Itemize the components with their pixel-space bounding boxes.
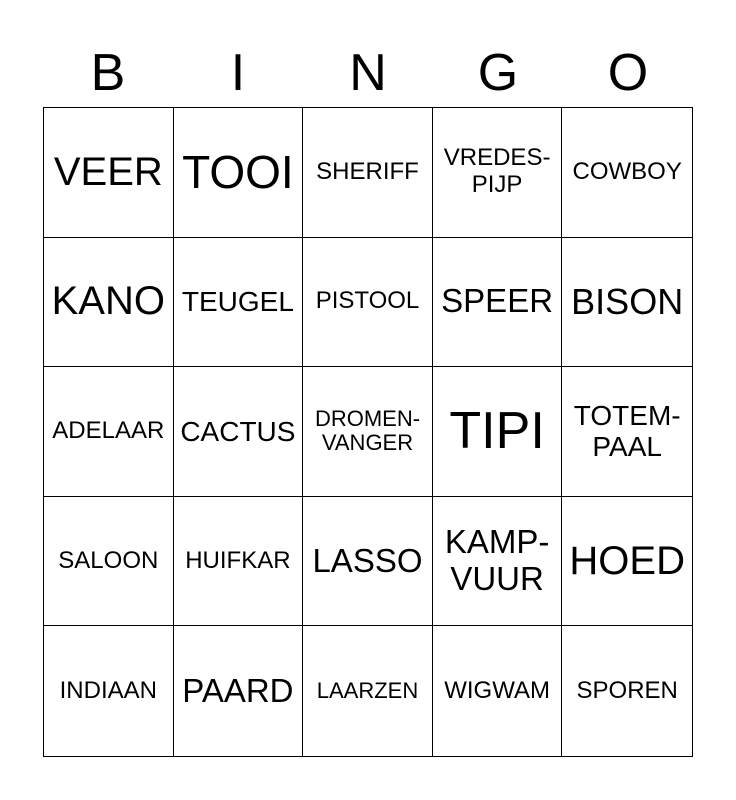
bingo-cell — [433, 626, 563, 756]
bingo-cell — [303, 497, 433, 627]
bingo-cell — [174, 626, 304, 756]
cell-text: COWBOY — [572, 157, 682, 185]
bingo-cell — [433, 108, 563, 238]
cell-text: HUIFKAR — [185, 546, 291, 574]
bingo-cell — [44, 626, 174, 756]
bingo-cell — [562, 108, 692, 238]
header-letter-g: G — [477, 44, 519, 102]
cell-text: SHERIFF — [316, 157, 419, 185]
bingo-cell — [562, 626, 692, 756]
cell-text: TIPI — [449, 402, 545, 461]
cell-text: SALOON — [58, 546, 159, 574]
bingo-cell — [44, 238, 174, 368]
bingo-cell — [174, 238, 304, 368]
bingo-cell — [433, 497, 563, 627]
bingo-board — [43, 107, 693, 757]
cell-text: KAMP- VUUR — [444, 523, 550, 598]
header-letter-i: I — [230, 44, 246, 102]
cell-text: SPOREN — [576, 676, 678, 704]
cell-text: WIGWAM — [444, 676, 550, 704]
header-letter-n: N — [349, 44, 387, 102]
cell-text: ADELAAR — [52, 417, 165, 445]
bingo-cell — [303, 367, 433, 497]
cell-text: PISTOOL — [315, 287, 420, 315]
cell-text: DROMEN- VANGER — [314, 405, 421, 456]
cell-text: TEUGEL — [181, 286, 294, 318]
bingo-cell — [44, 367, 174, 497]
cell-text: CACTUS — [180, 415, 296, 447]
cell-text: KANO — [51, 279, 165, 324]
bingo-cell — [174, 108, 304, 238]
cell-text: INDIAAN — [59, 676, 157, 704]
bingo-header — [43, 40, 693, 106]
bingo-cell — [174, 367, 304, 497]
bingo-cell — [562, 367, 692, 497]
bingo-cell — [433, 238, 563, 368]
bingo-cell — [303, 238, 433, 368]
cell-text: BISON — [571, 280, 684, 322]
cell-text: PAARD — [182, 671, 294, 709]
cell-text: TOTEM- PAAL — [573, 400, 681, 463]
header-letter-b: B — [90, 44, 126, 102]
bingo-cell — [562, 497, 692, 627]
header-letter-o: O — [607, 44, 649, 102]
cell-text: VEER — [53, 149, 163, 194]
bingo-cell — [303, 626, 433, 756]
cell-text: HOED — [569, 538, 685, 583]
cell-text: LAARZEN — [316, 677, 419, 703]
cell-text: LASSO — [312, 541, 423, 579]
bingo-cell — [174, 497, 304, 627]
bingo-cell — [44, 497, 174, 627]
bingo-cell — [562, 238, 692, 368]
bingo-cell — [44, 108, 174, 238]
cell-text: TOOI — [182, 145, 294, 198]
cell-text: VREDES- PIJP — [443, 144, 551, 199]
bingo-cell — [303, 108, 433, 238]
cell-text: SPEER — [441, 282, 554, 320]
bingo-cell — [433, 367, 563, 497]
